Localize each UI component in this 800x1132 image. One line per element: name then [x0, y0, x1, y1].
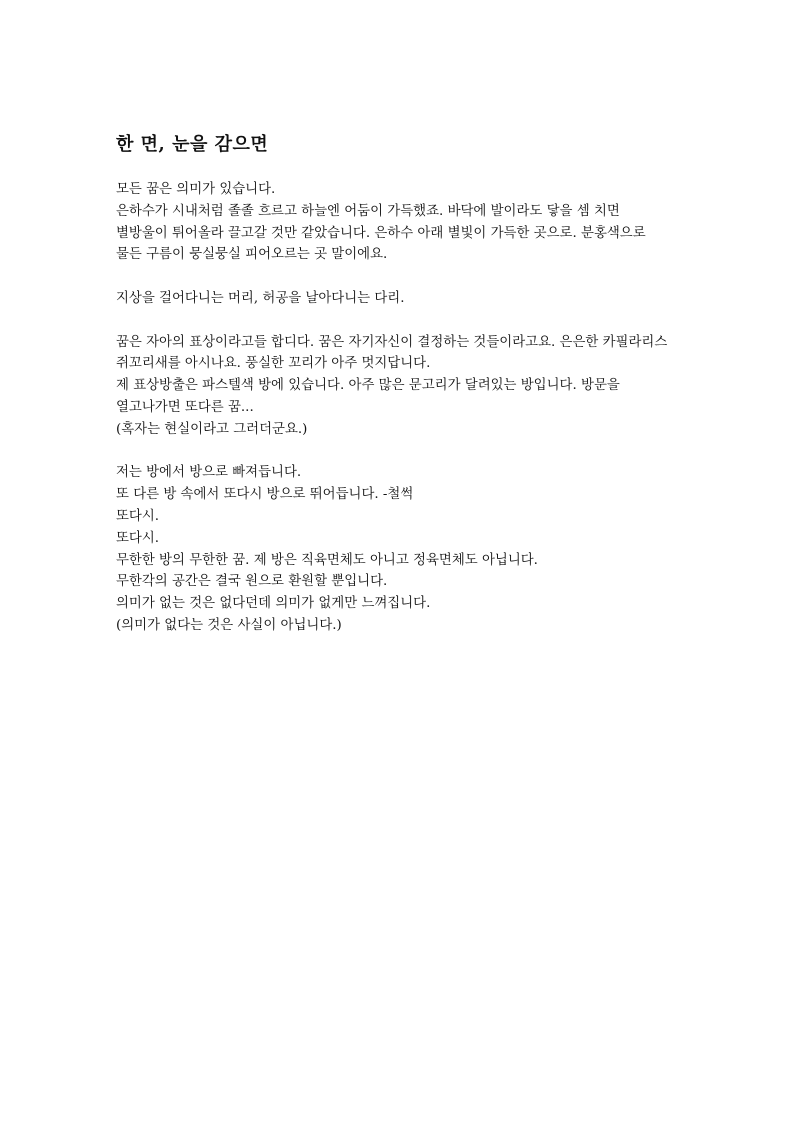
text-line: 열고나가면 또다른 꿈... — [116, 399, 254, 415]
text-line: 모든 꿈은 의미가 있습니다. — [116, 182, 276, 197]
text-line: 무한각의 공간은 결국 원으로 환원할 뿐입니다. — [116, 574, 388, 590]
text-line: 또다시. — [116, 530, 160, 546]
text-line: 또다시. — [116, 508, 160, 524]
document-body — [116, 179, 706, 659]
text-line: 쥐꼬리새를 아시나요. 풍실한 꼬리가 아주 멋지답니다. — [116, 356, 431, 372]
text-line: 물든 구름이 뭉실뭉실 피어오르는 곳 말이에요. — [116, 247, 388, 263]
text-line: 별방울이 튀어올라 끌고갈 것만 같았습니다. 은하수 아래 별빛이 가득한 곳으로. 분홍색으로 — [116, 225, 646, 241]
text-line: 의미가 없는 것은 없다던데 의미가 없게만 느껴집니다. — [116, 596, 431, 612]
paragraph — [116, 288, 706, 310]
paragraph — [116, 332, 706, 441]
paragraph — [116, 179, 706, 266]
paragraph — [116, 462, 706, 636]
text-line: 꿈은 자아의 표상이라고들 합디다. 꿈은 자기자신이 결정하는 것들이라고요. 은은한 카필라리스 — [116, 334, 668, 350]
text-line: 무한한 방의 무한한 꿈. 제 방은 직육면체도 아니고 정육면체도 아닙니다. — [116, 552, 538, 568]
text-line: (혹자는 현실이라고 그러더군요.) — [116, 421, 308, 437]
text-line: 저는 방에서 방으로 빠져듭니다. — [116, 465, 302, 481]
text-line: 지상을 걸어다니는 머리, 허공을 날아다니는 다리. — [116, 290, 405, 306]
text-line: (의미가 없다는 것은 사실이 아닙니다.) — [116, 617, 342, 633]
text-line: 제 표상방출은 파스텔색 방에 있습니다. 아주 많은 문고리가 달려있는 방입니다. 방문을 — [116, 378, 620, 394]
text-line: 은하수가 시내처럼 졸졸 흐르고 하늘엔 어둠이 가득했죠. 바닥에 발이라도 닿을 셈 치면 — [116, 203, 620, 219]
text-line: 또 다른 방 속에서 또다시 방으로 뛰어듭니다. -철썩 — [116, 487, 414, 503]
document-title: 한 면, 눈을 감으면 — [116, 134, 269, 155]
